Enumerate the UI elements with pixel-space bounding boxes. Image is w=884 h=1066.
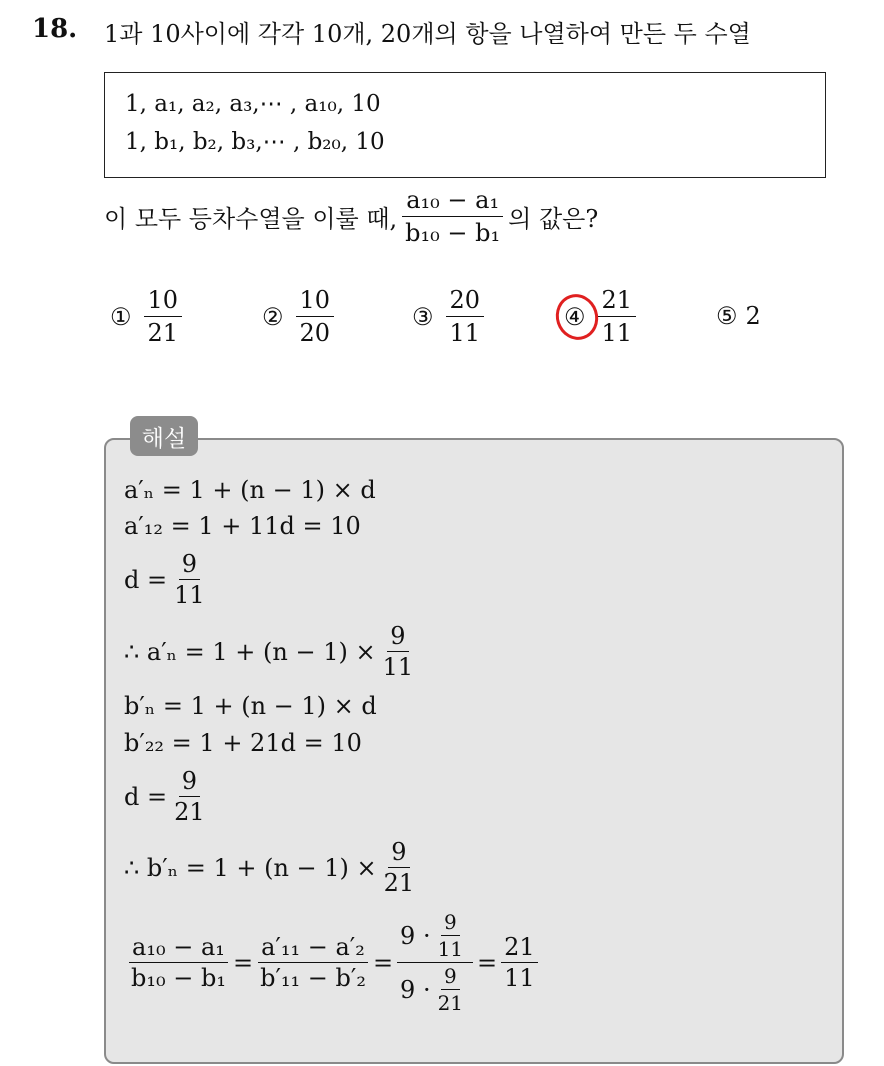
equals-sign: = [372, 948, 394, 977]
fraction-den: b₁₀ − b₁ [131, 964, 226, 992]
solution-line-4 [124, 622, 420, 681]
nested-fraction [435, 964, 466, 1015]
solution-line-8-pre: ∴ b′ₙ = 1 + (n − 1) × [124, 853, 377, 882]
choice-3-num: 20 [446, 286, 485, 317]
choice-2[interactable] [262, 286, 338, 347]
final-fraction-1 [128, 933, 229, 992]
fraction-den: b′₁₁ − b′₂ [260, 964, 366, 992]
choice-4-den: 11 [601, 319, 633, 347]
choice-1-mark: ① [110, 302, 132, 331]
solution-line-3-fraction [171, 550, 208, 609]
fraction-num [397, 910, 473, 963]
fraction-num: 9 [387, 622, 408, 652]
fraction-den: 11 [437, 937, 464, 961]
final-fraction-4 [501, 933, 538, 992]
nested-prefix: 9 · [400, 975, 431, 1004]
nested-prefix: 9 · [400, 921, 431, 950]
sequence-a: 1, a₁, a₂, a₃,⋯ , a₁₀, 10 [125, 91, 381, 117]
choice-4-mark: ④ [564, 302, 586, 331]
solution-line-5: b′ₙ = 1 + (n − 1) × d [124, 692, 377, 720]
solution-line-4-fraction [380, 622, 417, 681]
solution-line-4-pre: ∴ a′ₙ = 1 + (n − 1) × [124, 637, 376, 666]
choice-3-fraction [446, 286, 485, 347]
final-fraction-2 [257, 933, 369, 992]
choice-2-mark: ② [262, 302, 284, 331]
solution-line-6: b′₂₂ = 1 + 21d = 10 [124, 729, 362, 757]
fraction-den: 11 [382, 653, 414, 681]
question-pre: 이 모두 등차수열을 이룰 때, [104, 205, 398, 233]
choice-4-num: 21 [598, 286, 637, 317]
final-fraction-3 [397, 910, 473, 1015]
choice-1-fraction [144, 286, 183, 347]
question-post: 의 값은? [508, 205, 599, 233]
solution-line-8-fraction [381, 838, 418, 897]
question-denominator: b₁₀ − b₁ [405, 219, 501, 247]
fraction-den: 21 [383, 869, 415, 897]
fraction-num: 9 [441, 910, 460, 936]
question-fraction [401, 186, 504, 247]
solution-final-line [124, 910, 542, 1015]
solution-line-8 [124, 838, 421, 897]
question-line [104, 186, 598, 247]
choice-2-den: 20 [299, 319, 331, 347]
solution-tag: 해설 [130, 416, 198, 456]
choice-5-mark: ⑤ [716, 302, 738, 330]
choice-1[interactable] [110, 286, 186, 347]
choice-5-value: 2 [745, 302, 761, 330]
fraction-num: 9 [179, 767, 200, 797]
problem-number: 18. [32, 14, 78, 44]
fraction-den: 21 [174, 798, 205, 826]
choice-3-den: 11 [449, 319, 481, 347]
sequence-box [104, 72, 826, 178]
fraction-den: 11 [174, 581, 205, 609]
solution-line-3 [124, 550, 212, 609]
choice-3-mark: ③ [412, 302, 434, 331]
solution-line-7-fraction [171, 767, 208, 826]
solution-line-7 [124, 767, 212, 826]
choice-4-fraction [598, 286, 637, 347]
fraction-num: 9 [179, 550, 200, 580]
problem-stem: 1과 10사이에 각각 10개, 20개의 항을 나열하여 만든 두 수열 [104, 20, 751, 48]
nested-fraction [435, 910, 466, 961]
fraction-num: 9 [441, 964, 460, 990]
fraction-num: 21 [501, 933, 538, 963]
solution-line-1: a′ₙ = 1 + (n − 1) × d [124, 476, 376, 504]
equals-sign: = [477, 948, 498, 977]
fraction-den: 11 [504, 964, 535, 992]
equals-sign: = [232, 948, 254, 977]
solution-line-2: a′₁₂ = 1 + 11d = 10 [124, 512, 361, 540]
choice-4[interactable] [564, 286, 640, 347]
choice-3[interactable] [412, 286, 488, 347]
choice-2-num: 10 [296, 286, 335, 317]
fraction-den [397, 963, 473, 1015]
choice-1-num: 10 [144, 286, 183, 317]
fraction-num: a₁₀ − a₁ [129, 933, 228, 963]
fraction-num: 9 [388, 838, 409, 868]
fraction-num: a′₁₁ − a′₂ [258, 933, 368, 963]
sequence-b: 1, b₁, b₂, b₃,⋯ , b₂₀, 10 [125, 129, 385, 155]
choice-2-fraction [296, 286, 335, 347]
fraction-den: 21 [437, 991, 464, 1015]
question-numerator: a₁₀ − a₁ [402, 186, 503, 217]
solution-line-7-pre: d = [124, 782, 168, 811]
solution-line-3-pre: d = [124, 565, 168, 594]
choice-5[interactable] [716, 302, 761, 330]
choice-1-den: 21 [147, 319, 179, 347]
